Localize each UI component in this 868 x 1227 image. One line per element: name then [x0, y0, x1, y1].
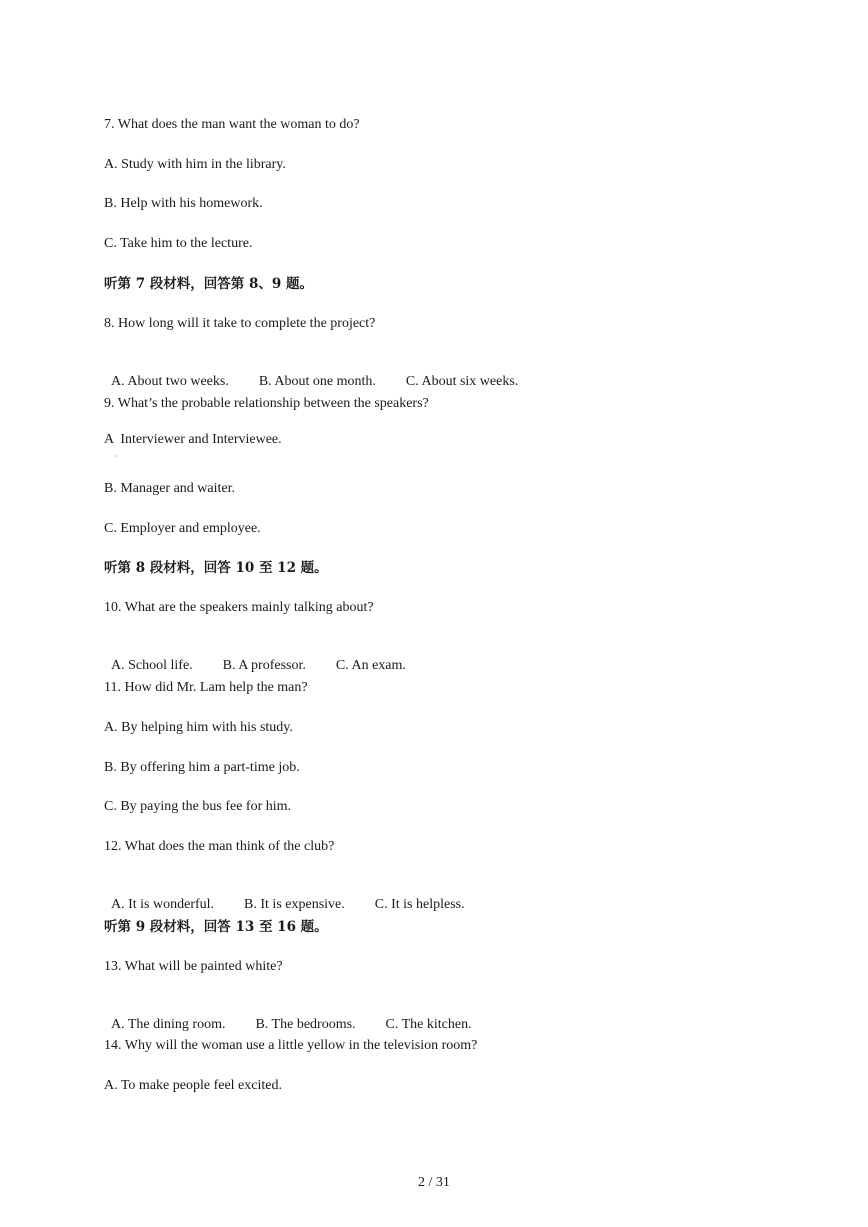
question-7: 7. What does the man want the woman to do?	[104, 117, 360, 132]
q14-option-a: A. To make people feel excited.	[104, 1078, 282, 1093]
q10-options	[104, 639, 406, 675]
q12-option-c: C. It is helpless.	[374, 897, 465, 912]
q8-option-c: C. About six weeks.	[405, 374, 519, 389]
q9-option-c: C. Employer and employee.	[104, 521, 261, 536]
q13-options	[104, 998, 472, 1034]
q11-option-b: B. By offering him a part-time job.	[104, 760, 300, 775]
q7-option-a: A. Study with him in the library.	[104, 157, 286, 172]
question-8: 8. How long will it take to complete the project?	[104, 316, 376, 331]
question-11: 11. How did Mr. Lam help the man?	[104, 680, 308, 695]
stray-mark: ·	[115, 452, 118, 461]
q13-option-a: A. The dining room.	[111, 1017, 226, 1032]
q12-option-a: A. It is wonderful.	[111, 897, 215, 912]
q8-option-b: B. About one month.	[258, 374, 376, 389]
page-number: 2 / 31	[418, 1175, 450, 1190]
q9-option-b: B. Manager and waiter.	[104, 481, 236, 496]
q7-option-c: C. Take him to the lecture.	[104, 236, 253, 251]
q10-option-c: C. An exam.	[335, 658, 406, 673]
q12-options	[104, 878, 465, 914]
question-14: 14. Why will the woman use a little yellow in the television room?	[104, 1038, 478, 1053]
q13-option-c: C. The kitchen.	[385, 1017, 472, 1032]
section-heading-7: 听第 7 段材料，回答第 8、9 题。	[104, 276, 313, 292]
q7-option-b: B. Help with his homework.	[104, 196, 263, 211]
q12-option-b: B. It is expensive.	[244, 897, 345, 912]
q11-option-a: A. By helping him with his study.	[104, 720, 293, 735]
q9-option-a: A Interviewer and Interviewee.	[104, 432, 282, 447]
q13-option-b: B. The bedrooms.	[255, 1017, 356, 1032]
section-heading-8: 听第 8 段材料，回答 10 至 12 题。	[104, 560, 328, 576]
q10-option-b: B. A professor.	[222, 658, 306, 673]
question-10: 10. What are the speakers mainly talking about?	[104, 600, 374, 615]
q8-option-a: A. About two weeks.	[111, 374, 229, 389]
section-heading-9: 听第 9 段材料，回答 13 至 16 题。	[104, 919, 328, 935]
question-13: 13. What will be painted white?	[104, 959, 283, 974]
question-9: 9. What’s the probable relationship between the speakers?	[104, 396, 429, 411]
q8-options	[104, 355, 518, 391]
question-12: 12. What does the man think of the club?	[104, 839, 335, 854]
q11-option-c: C. By paying the bus fee for him.	[104, 799, 292, 814]
q10-option-a: A. School life.	[111, 658, 193, 673]
